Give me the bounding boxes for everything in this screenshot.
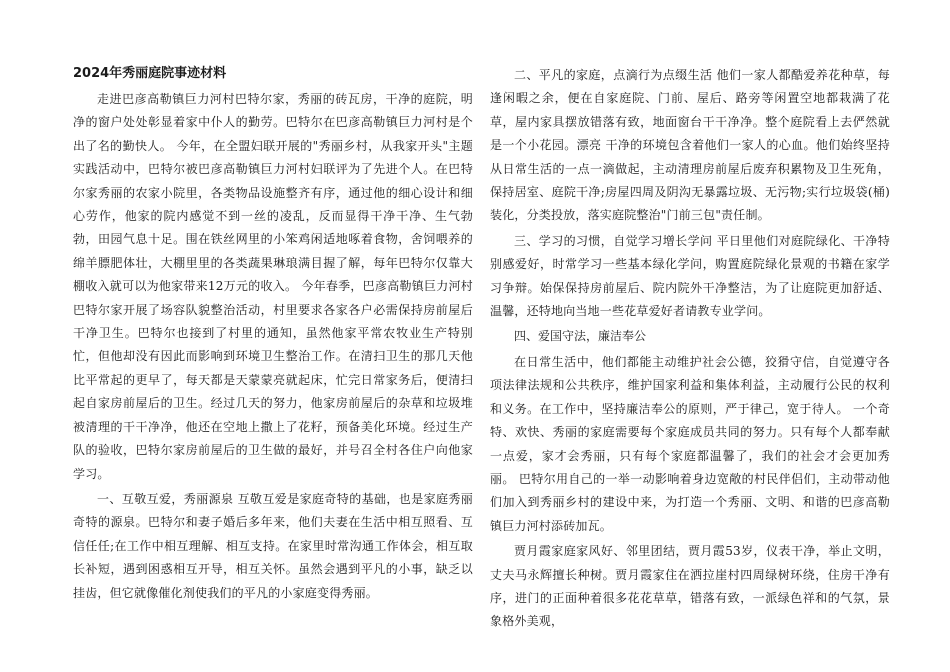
document-title: 2024年秀丽庭院事迹材料 xyxy=(73,66,227,81)
section-three-paragraph: 三、学习的习惯，自觉学习增长学问 平日里他们对庭院绿化、干净特别感爱好，时常学习一些基本绿化学问，购置庭院绿化景观的书籍在家学习争辩。始保保持房前屋后、院内院外干净整洁，为了让庭院更加舒适、温馨，还特地向当地一些花草爱好者请教专业学问。 xyxy=(490,233,890,319)
section-two-paragraph: 二、平凡的家庭，点滴行为点缀生活 他们一家人都酷爱养花种草，每逢闲暇之余，便在自家庭院、门前、屋后、路旁等闲置空地都栽满了花草，屋内家具摆放错落有致，地面窗台干干净净。整个庭院看上去俨然就是一个小花园。漂亮 干净的环境包含着他们一家人的心血。他们始终坚持从日常生活的一点一滴做起，主动清理房前屋后废弃积累物及卫生死角，保持居室、庭院干净;房屋四周及阴沟无暴露垃圾、无污物;实行垃圾袋(桶)装化，分类投放，落实庭院整治"门前三包"责任制。 xyxy=(490,68,890,223)
section-four-paragraph: 在日常生活中，他们都能主动维护社会公德，狡猾守信，自觉遵守各项法律法规和公共秩序，维护国家利益和集体利益，主动履行公民的权利和义务。在工作中，坚持廉洁奉公的原则，严于律己，宽于待人。 一个奇特、欢快、秀丽的家庭需要每个家庭成员共同的努力。只有每个人都奉献一点爱，家才会秀丽，只有每个家庭都温馨了，我们的社会才会更加秀丽。 巴特尔用自己的一举一动影响着身边宽敞的村民伴侣们，主动带动他们加入到秀丽乡村的建设中来，为打造一个秀丽、文明、和谐的巴彦高勒镇巨力河村添砖加瓦。 xyxy=(490,354,890,533)
right-column xyxy=(490,64,890,636)
intro-paragraph: 走进巴彦高勒镇巨力河村巴特尔家，秀丽的砖瓦房，干净的庭院，明净的窗户处处彰显着家中仆人的勤劳。巴特尔在巴彦高勒镇巨力河村是个出了名的勤快人。 今年，在全盟妇联开展的"秀丽乡村，从我家开头"主题实践活动中，巴特尔被巴彦高勒镇巨力河村妇联评为了先进个人。在巴特尔家秀丽的农家小院里，各类物品设施整齐有序，通过他的细心设计和细心劳作，他家的院内感觉不到一丝的凌乱，反而显得干净干净、生气勃勃，田园气息十足。围在铁丝网里的小笨鸡闲适地啄着食物，舍饲喂养的绵羊膘肥体壮，大棚里里的各类蔬果琳琅满目握了解，每年巴特尔仅靠大棚收入就可以为他家带来12万元的收入。 今年春季，巴彦高勒镇巨力河村巴特尔家开展了场容队貌整治活动，村里要求各家各户必需保持房前屋后干净卫生。巴特尔也接到了村里的通知，虽然他家平常农牧业生产特别忙，但他却没有因此而影响到环境卫生整治工作。在清扫卫生的那几天他比平常起的更早了，每天都是天蒙蒙亮就起床，忙完日常家务后，便清扫起自家房前屋后的卫生。经过几天的努力，他家房前屋后的杂草和垃圾堆被清理的干干净净，他还在空地上撒上了花籽，预备美化环境。经过生产队的验收，巴特尔家房前屋后的卫生做的最好，并号召全村各住户向他家学习。 xyxy=(73,92,473,481)
section-four-heading: 四、爱国守法，廉洁奉公 xyxy=(514,329,647,344)
jia-yuexia-paragraph: 贾月霞家庭家风好、邻里团结，贾月霞53岁，仪表干净，举止文明，丈夫马永辉擅长种树。贾月霞家住在洒拉崖村四周绿树环绕，住房干净有序，进门的正面种着很多花花草草，错落有致，一派绿色祥和的气氛，景象格外美观， xyxy=(490,544,890,629)
left-column xyxy=(73,64,473,607)
section-one-paragraph: 一、互敬互爱，秀丽源泉 互敬互爱是家庭奇特的基础，也是家庭秀丽奇特的源泉。巴特尔和妻子婚后多年来，他们夫妻在生活中相互照看、互信任任;在工作中相互理解、相互支持。在家里时常沟通工作体会，相互取长补短，遇到困惑相互开导，相互关怀。虽然会遇到平凡的小事，缺乏以挂齿，但它就像催化剂使我们的平凡的小家庭变得秀丽。 xyxy=(73,491,473,600)
